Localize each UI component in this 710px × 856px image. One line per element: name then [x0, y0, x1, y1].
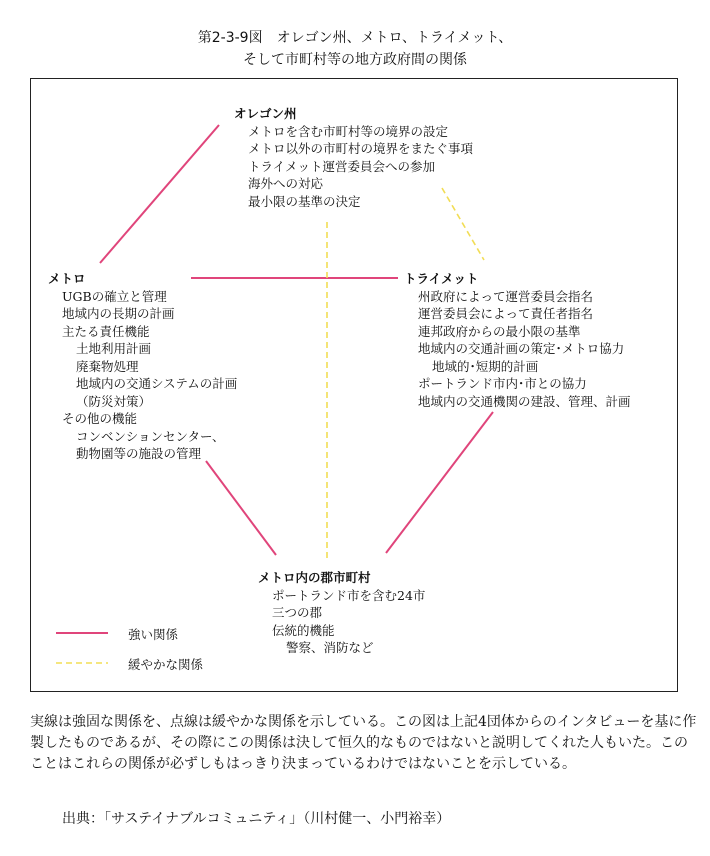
figure-caption: 実線は強固な関係を、点線は緩やかな関係を示している。この図は上記4団体からのインタビューを基に作製したものであるが、その際にこの関係は決して恒久的なものではないと説明してくれた人もいた。このことはこれらの関係が必ずしもはっきり決まっているわけではないことを示している。	[30, 714, 697, 772]
node-cities-title: メトロ内の郡市町村	[258, 570, 371, 585]
node-metro-title: メトロ	[48, 271, 86, 286]
node-oregon-item: メトロ以外の市町村の境界をまたぐ事項	[248, 141, 474, 156]
strong-line-oregon-metro	[100, 125, 219, 263]
node-oregon-title: オレゴン州	[234, 106, 297, 121]
node-oregon-item: トライメット運営委員会への参加	[248, 158, 436, 174]
node-trimet-item: 地域内の交通機関の建設、管理、計画	[418, 393, 631, 409]
node-metro-item: UGBの確立と管理	[62, 288, 167, 304]
node-oregon-item: 海外への対応	[248, 176, 324, 191]
node-trimet-title: トライメット	[404, 271, 479, 286]
node-cities-item: 警察、消防など	[286, 640, 374, 655]
figure-title-line2: そして市町村等の地方政府間の関係	[243, 52, 467, 68]
node-trimet-item: 連邦政府からの最小限の基準	[418, 323, 581, 339]
node-metro-item: 動物園等の施設の管理	[76, 446, 202, 461]
legend-strong-label: 強い関係	[128, 627, 179, 642]
node-trimet-item: ポートランド市内･市との協力	[418, 376, 587, 391]
node-metro-item: （防災対策）	[76, 393, 152, 409]
node-trimet-item: 州政府によって運営委員会指名	[418, 288, 594, 304]
figure-source: 出典：「サステイナブルコミュニティ」（川村健一、小門裕幸）	[62, 811, 451, 827]
node-trimet	[404, 270, 631, 410]
node-metro-item: 廃棄物処理	[76, 358, 139, 374]
node-metro	[48, 270, 237, 463]
node-oregon-item: メトロを含む市町村等の境界の設定	[248, 123, 449, 139]
node-oregon	[234, 105, 473, 210]
node-metro-item: 土地利用計画	[76, 341, 152, 356]
node-metro-item: 主たる責任機能	[62, 323, 150, 339]
figure-title-line1: 第2-3-9図 オレゴン州、メトロ、トライメット、	[197, 30, 513, 46]
strong-line-metro-cities	[206, 461, 276, 555]
node-metro-item: その他の機能	[62, 411, 138, 426]
strong-line-trimet-cities	[386, 412, 493, 553]
node-trimet-item: 運営委員会によって責任者指名	[418, 306, 594, 321]
node-metro-item: 地域内の交通システムの計画	[76, 376, 238, 391]
node-cities-item: 伝統的機能	[272, 622, 335, 638]
node-metro-item: コンベンションセンター、	[76, 428, 225, 444]
node-cities-item: ポートランド市を含む24市	[272, 587, 426, 603]
node-trimet-item: 地域的･短期的計画	[432, 358, 539, 374]
node-trimet-item: 地域内の交通計画の策定･メトロ協力	[418, 341, 625, 356]
node-cities-item: 三つの郡	[272, 605, 323, 620]
node-oregon-item: 最小限の基準の決定	[248, 193, 361, 209]
node-cities	[258, 569, 425, 657]
node-metro-item: 地域内の長期の計画	[62, 306, 175, 321]
legend-loose-label: 緩やかな関係	[128, 657, 204, 672]
